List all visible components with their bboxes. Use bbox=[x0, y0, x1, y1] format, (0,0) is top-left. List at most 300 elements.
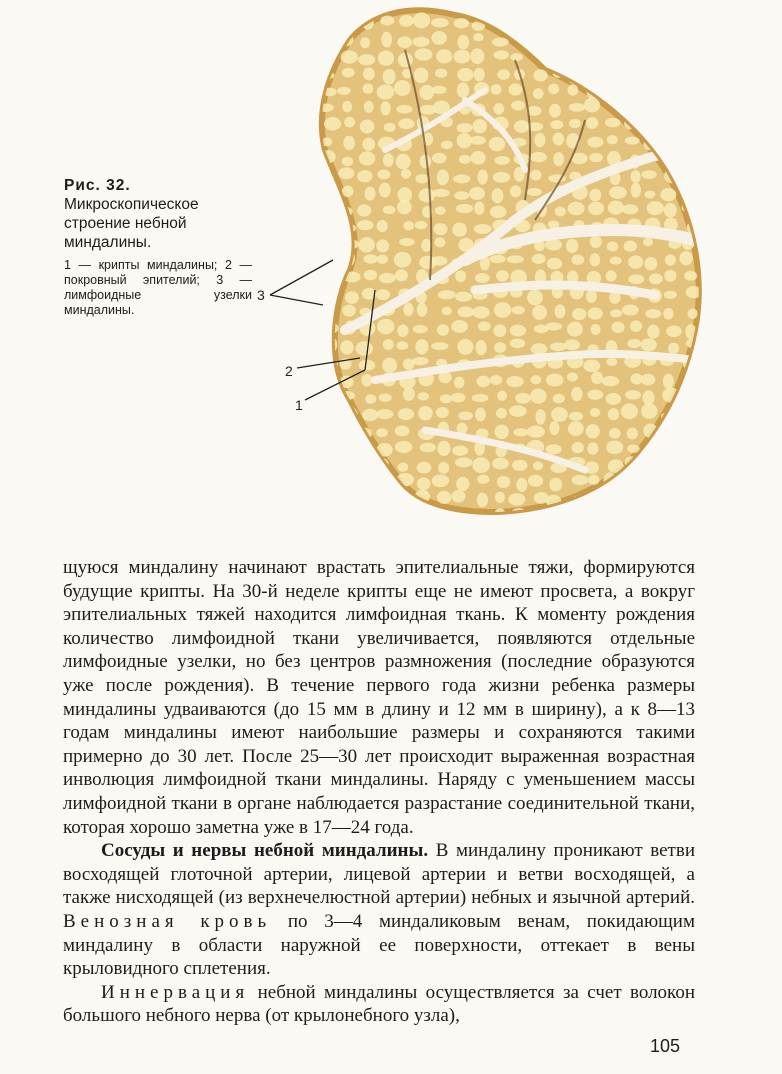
nodule bbox=[495, 492, 505, 503]
nodule bbox=[611, 16, 625, 28]
nodule bbox=[379, 183, 391, 198]
figure-caption bbox=[64, 176, 252, 318]
nodule bbox=[436, 49, 452, 63]
innervation-text: небной миндалины осуществляется за счет волокон большого небного нерва (от крылонебного узла), bbox=[63, 981, 695, 1027]
paragraph-innervation bbox=[63, 981, 695, 1028]
nodule bbox=[403, 302, 413, 316]
nodule bbox=[605, 493, 616, 508]
nodule bbox=[432, 189, 450, 197]
nodule bbox=[531, 375, 542, 384]
nodule bbox=[437, 441, 450, 456]
nodule bbox=[665, 254, 676, 266]
nodule bbox=[492, 37, 509, 46]
nodule bbox=[494, 50, 509, 59]
nodule bbox=[431, 256, 448, 266]
nodule bbox=[535, 409, 545, 425]
nodule bbox=[415, 339, 428, 354]
nodule bbox=[323, 235, 339, 246]
nodule bbox=[383, 69, 396, 85]
tonsil-micrograph bbox=[255, 0, 705, 525]
nodule bbox=[403, 221, 414, 230]
nodule bbox=[532, 305, 547, 320]
nodule bbox=[641, 170, 657, 179]
nodule bbox=[631, 170, 641, 183]
nodule bbox=[622, 305, 639, 316]
nodule bbox=[432, 474, 449, 487]
vessels-text-b: по 3—4 миндаликовым венам, покидающим миндалину в области наружной ее поверхности, оттекает в вены крыловидного сплетения. bbox=[63, 910, 695, 980]
nodule bbox=[567, 84, 578, 95]
nodule bbox=[344, 117, 355, 128]
nodule bbox=[474, 68, 485, 82]
nodule bbox=[643, 455, 654, 471]
nodule bbox=[590, 253, 601, 266]
nodule bbox=[611, 85, 624, 99]
nodule bbox=[643, 238, 653, 246]
nodule bbox=[494, 156, 510, 165]
nodule bbox=[530, 388, 546, 403]
nodule bbox=[550, 342, 567, 351]
nodule bbox=[530, 152, 547, 162]
paragraph-development: щуюся миндалину начинают врастать эпителиальные тяжи, формируются будущие крипты. На 30-й неделе крипты еще не имеют просвета, а вокруг эпителиальных тяжей находится лимфоидная ткань. К моменту рождения количество лимфоидной ткани увеличивается, появляются отдельные лимфоидные узелки, но без центров размножения (последние образуются уже после рождения). В течение первого года жизни ребенка размеры миндалины удваиваются (до 15 мм в длину и 12 мм в ширину), а к 8—13 годам миндалины имеют наибольшие размеры и сохраняются такими примерно до 30 лет. После 25—30 лет происходит выраженная возрастная инволюция лимфоидной ткани миндалины. Наряду с уменьшением массы лимфоидной ткани в органе наблюдается разрастание соединительной ткани, которая хорошо заметна уже в 17—24 года. bbox=[63, 557, 695, 838]
nodule bbox=[418, 392, 429, 400]
nodule bbox=[678, 102, 694, 116]
nodule bbox=[611, 322, 624, 333]
nodule bbox=[667, 478, 678, 492]
nodule bbox=[397, 200, 412, 215]
nodule bbox=[379, 393, 392, 402]
nodule bbox=[321, 511, 335, 520]
nodule bbox=[398, 118, 414, 129]
nodule bbox=[681, 457, 696, 473]
nodule bbox=[664, 67, 678, 77]
nodule bbox=[489, 137, 505, 151]
nodule bbox=[684, 271, 697, 281]
nodule bbox=[327, 276, 338, 284]
nodule bbox=[477, 376, 491, 388]
nodule bbox=[666, 140, 678, 149]
nodule bbox=[549, 104, 561, 118]
nodule bbox=[415, 48, 433, 60]
nodule bbox=[640, 338, 656, 351]
nodule bbox=[396, 154, 411, 170]
nodule bbox=[326, 409, 337, 419]
nodule bbox=[646, 83, 660, 98]
nodule bbox=[320, 430, 338, 438]
nodule bbox=[345, 291, 359, 304]
nodule bbox=[591, 371, 603, 384]
nodule bbox=[452, 446, 468, 456]
nodule bbox=[346, 473, 357, 487]
nodule bbox=[475, 273, 490, 283]
nodule bbox=[342, 68, 355, 78]
nodule bbox=[398, 493, 412, 508]
nodule bbox=[568, 202, 585, 216]
nodule bbox=[642, 17, 658, 26]
nodule bbox=[527, 290, 543, 306]
nodule bbox=[663, 458, 675, 468]
nodule bbox=[590, 408, 600, 417]
callout-3: 3 bbox=[257, 287, 265, 303]
nodule bbox=[493, 172, 510, 183]
nodule bbox=[608, 408, 619, 420]
nodule bbox=[457, 306, 473, 317]
nodule bbox=[494, 302, 511, 318]
nodule bbox=[687, 308, 697, 318]
nodule bbox=[589, 189, 601, 202]
nodule bbox=[628, 274, 644, 284]
nodule bbox=[491, 84, 502, 95]
nodule bbox=[456, 477, 469, 491]
nodule bbox=[510, 53, 523, 61]
nodule bbox=[383, 153, 394, 167]
nodule bbox=[630, 320, 642, 332]
nodule bbox=[459, 155, 471, 164]
nodule bbox=[607, 241, 619, 251]
tonsil-body bbox=[318, 10, 703, 525]
nodule bbox=[627, 444, 640, 452]
nodule bbox=[586, 117, 598, 129]
nodule bbox=[324, 117, 341, 130]
nodule bbox=[550, 120, 563, 129]
nodule bbox=[549, 421, 559, 435]
nodule bbox=[516, 478, 527, 492]
nodule bbox=[478, 321, 491, 331]
nodule bbox=[341, 458, 354, 470]
nodule bbox=[630, 373, 642, 384]
nodule bbox=[506, 376, 524, 387]
nodule bbox=[325, 188, 338, 202]
nodule bbox=[510, 339, 526, 349]
nodule bbox=[495, 15, 506, 29]
nodule bbox=[362, 409, 378, 421]
nodule bbox=[645, 47, 655, 61]
nodule bbox=[508, 83, 522, 95]
nodule bbox=[641, 403, 657, 419]
nodule bbox=[628, 255, 643, 268]
nodule bbox=[681, 426, 695, 439]
nodule bbox=[608, 510, 619, 518]
nodule bbox=[395, 506, 409, 520]
nodule bbox=[471, 151, 486, 165]
nodule bbox=[492, 458, 509, 470]
nodule bbox=[679, 251, 692, 265]
nodule bbox=[437, 491, 451, 504]
nodule bbox=[432, 153, 447, 164]
nodule bbox=[320, 289, 335, 300]
nodule bbox=[569, 412, 583, 421]
nodule bbox=[567, 372, 578, 381]
paragraph-vessels bbox=[63, 839, 695, 981]
nodule bbox=[412, 37, 429, 47]
nodule bbox=[395, 426, 410, 437]
nodule bbox=[666, 325, 682, 337]
nodule bbox=[359, 237, 375, 252]
nodule bbox=[396, 341, 408, 350]
nodule bbox=[530, 170, 542, 181]
nodule bbox=[623, 65, 636, 81]
nodule bbox=[403, 387, 415, 401]
nodule bbox=[357, 204, 371, 216]
nodule bbox=[399, 15, 413, 27]
nodule bbox=[345, 425, 358, 434]
nodule bbox=[547, 514, 565, 524]
nodule bbox=[397, 36, 412, 48]
nodule bbox=[474, 224, 492, 234]
nodule bbox=[663, 511, 675, 521]
nodule bbox=[606, 441, 623, 455]
nodule bbox=[510, 185, 521, 197]
nodule bbox=[337, 87, 351, 95]
nodule bbox=[513, 428, 528, 436]
nodule bbox=[525, 122, 543, 131]
nodule bbox=[625, 510, 640, 524]
nodule bbox=[322, 492, 336, 505]
nodule bbox=[606, 270, 617, 281]
nodule bbox=[566, 239, 578, 253]
nodule bbox=[455, 292, 472, 302]
nodule bbox=[475, 408, 486, 422]
nodule bbox=[323, 204, 340, 220]
nodule bbox=[588, 495, 604, 505]
nodule bbox=[415, 221, 428, 229]
nodule bbox=[381, 32, 392, 48]
nodule bbox=[456, 204, 474, 213]
nodule bbox=[414, 67, 429, 83]
nodule bbox=[470, 136, 486, 145]
nodule bbox=[383, 205, 396, 214]
nodule bbox=[420, 155, 431, 169]
nodule bbox=[553, 394, 565, 403]
nodule bbox=[608, 201, 624, 215]
innervation-term: Иннервация bbox=[101, 981, 250, 1003]
nodule bbox=[569, 103, 586, 112]
nodule bbox=[585, 511, 600, 520]
nodule bbox=[324, 463, 335, 474]
nodule bbox=[626, 107, 636, 115]
nodule bbox=[625, 390, 641, 400]
nodule bbox=[364, 187, 375, 201]
nodule bbox=[417, 477, 431, 490]
nodule bbox=[570, 33, 583, 42]
nodule bbox=[431, 31, 447, 45]
nodule bbox=[625, 84, 641, 94]
nodule bbox=[455, 270, 466, 282]
section-heading-vessels: Сосуды и нервы небной миндалины. bbox=[101, 840, 429, 862]
nodule bbox=[472, 457, 490, 473]
nodule bbox=[550, 16, 566, 29]
nodule bbox=[661, 17, 678, 33]
nodule bbox=[362, 138, 375, 151]
nodule bbox=[413, 12, 431, 28]
nodule bbox=[645, 190, 656, 198]
nodule bbox=[609, 428, 621, 439]
nodule bbox=[686, 85, 698, 99]
nodule bbox=[359, 511, 376, 525]
nodule bbox=[546, 444, 562, 454]
nodule bbox=[417, 462, 432, 474]
nodule bbox=[341, 224, 356, 233]
nodule bbox=[555, 207, 566, 217]
nodule bbox=[660, 188, 676, 202]
nodule bbox=[323, 322, 338, 333]
nodule bbox=[664, 203, 677, 218]
nodule bbox=[360, 37, 370, 48]
nodule bbox=[588, 202, 604, 215]
nodule bbox=[342, 239, 359, 249]
nodule bbox=[420, 85, 435, 100]
nodule bbox=[376, 428, 388, 437]
nodule bbox=[401, 169, 411, 179]
nodule bbox=[453, 174, 470, 183]
nodule bbox=[442, 307, 452, 316]
nodule bbox=[683, 406, 700, 418]
nodule bbox=[533, 461, 543, 470]
nodule bbox=[363, 456, 376, 471]
callout-1: 1 bbox=[295, 397, 303, 413]
venous-term: Венозная кровь bbox=[63, 910, 272, 932]
nodule bbox=[688, 155, 699, 166]
nodule bbox=[345, 509, 358, 519]
nodule bbox=[363, 67, 375, 80]
nodule bbox=[441, 141, 453, 149]
vessels-text-a: В миндалину проникают ветви восходящей глоточной артерии, лицевой артерии и ветви восходящей, а также нисходящей (из верхнечелюстной артерии) небных и язычной артерий. bbox=[63, 840, 695, 909]
nodule bbox=[420, 443, 436, 453]
nodule bbox=[584, 98, 600, 113]
nodule bbox=[415, 174, 429, 183]
nodule bbox=[453, 50, 470, 64]
nodule bbox=[380, 477, 391, 487]
nodule bbox=[431, 18, 449, 28]
nodule bbox=[477, 492, 488, 507]
nodule bbox=[318, 446, 334, 456]
nodule bbox=[451, 490, 465, 502]
nodule bbox=[586, 290, 597, 303]
nodule bbox=[682, 493, 693, 509]
nodule bbox=[605, 118, 620, 127]
nodule bbox=[494, 342, 506, 353]
nodule bbox=[365, 394, 376, 404]
nodule bbox=[382, 491, 397, 504]
nodule bbox=[417, 302, 427, 316]
nodule bbox=[681, 69, 696, 79]
nodule bbox=[477, 170, 487, 185]
nodule bbox=[360, 119, 375, 133]
nodule bbox=[377, 169, 390, 179]
nodule bbox=[533, 88, 544, 99]
nodule bbox=[490, 206, 506, 218]
nodule bbox=[662, 493, 674, 508]
nodule bbox=[377, 319, 394, 335]
nodule bbox=[507, 255, 524, 263]
nodule bbox=[645, 309, 661, 318]
nodule bbox=[451, 393, 466, 403]
nodule bbox=[361, 480, 375, 489]
nodule bbox=[492, 188, 504, 203]
nodule bbox=[626, 49, 639, 61]
nodule bbox=[338, 167, 354, 179]
nodule bbox=[584, 16, 599, 29]
nodule bbox=[590, 32, 600, 46]
nodule bbox=[610, 309, 622, 317]
nodule bbox=[376, 239, 389, 252]
nodule bbox=[457, 35, 469, 50]
nodule bbox=[681, 190, 697, 200]
nodule bbox=[647, 70, 661, 78]
nodule bbox=[682, 117, 699, 129]
nodule bbox=[473, 33, 484, 41]
nodule bbox=[664, 270, 676, 282]
nodule bbox=[509, 405, 527, 416]
nodule bbox=[631, 182, 641, 197]
nodule bbox=[564, 339, 580, 350]
nodule bbox=[567, 322, 583, 337]
nodule bbox=[601, 376, 619, 386]
nodule bbox=[376, 409, 394, 419]
nodule bbox=[323, 18, 334, 28]
nodule bbox=[493, 324, 506, 337]
nodule bbox=[555, 305, 566, 319]
nodule bbox=[589, 153, 603, 162]
nodule bbox=[457, 339, 473, 355]
nodule bbox=[573, 513, 587, 524]
nodule bbox=[376, 289, 390, 300]
nodule bbox=[493, 103, 504, 115]
nodule bbox=[626, 19, 640, 31]
nodule bbox=[568, 421, 584, 436]
nodule bbox=[377, 254, 388, 263]
main-text bbox=[63, 556, 695, 1028]
nodule bbox=[342, 157, 353, 166]
nodule bbox=[337, 446, 351, 454]
nodule bbox=[357, 170, 372, 182]
nodule bbox=[527, 426, 545, 438]
nodule bbox=[435, 206, 446, 215]
nodule bbox=[662, 53, 679, 62]
nodule bbox=[610, 257, 622, 265]
nodule bbox=[683, 51, 696, 59]
nodule bbox=[621, 403, 638, 419]
figure-legend: 1 — крипты миндалины; 2 — покровный эпителий; 3 — лимфоидные узелки миндалины. bbox=[64, 258, 252, 317]
nodule bbox=[395, 441, 412, 453]
nodule bbox=[664, 291, 677, 299]
nodule bbox=[647, 201, 664, 215]
nodule bbox=[496, 408, 507, 419]
nodule bbox=[341, 50, 358, 63]
nodule bbox=[508, 493, 525, 505]
nodule bbox=[627, 428, 638, 440]
nodule bbox=[607, 135, 618, 144]
nodule bbox=[437, 169, 449, 185]
nodule bbox=[684, 166, 695, 181]
nodule bbox=[549, 478, 562, 492]
nodule bbox=[380, 513, 394, 524]
figure-title: Микроскопическое строение небной миндалины. bbox=[64, 196, 199, 251]
page-number: 105 bbox=[650, 1036, 681, 1056]
nodule bbox=[343, 136, 355, 150]
nodule bbox=[359, 360, 376, 371]
nodule bbox=[572, 308, 586, 320]
nodule bbox=[515, 393, 531, 404]
nodule bbox=[587, 442, 598, 455]
nodule bbox=[418, 406, 433, 421]
nodule bbox=[412, 357, 429, 365]
nodule bbox=[648, 476, 663, 485]
nodule bbox=[607, 34, 620, 49]
nodule bbox=[438, 462, 449, 474]
nodule bbox=[380, 16, 394, 26]
nodule bbox=[398, 463, 409, 472]
nodule bbox=[342, 16, 353, 31]
